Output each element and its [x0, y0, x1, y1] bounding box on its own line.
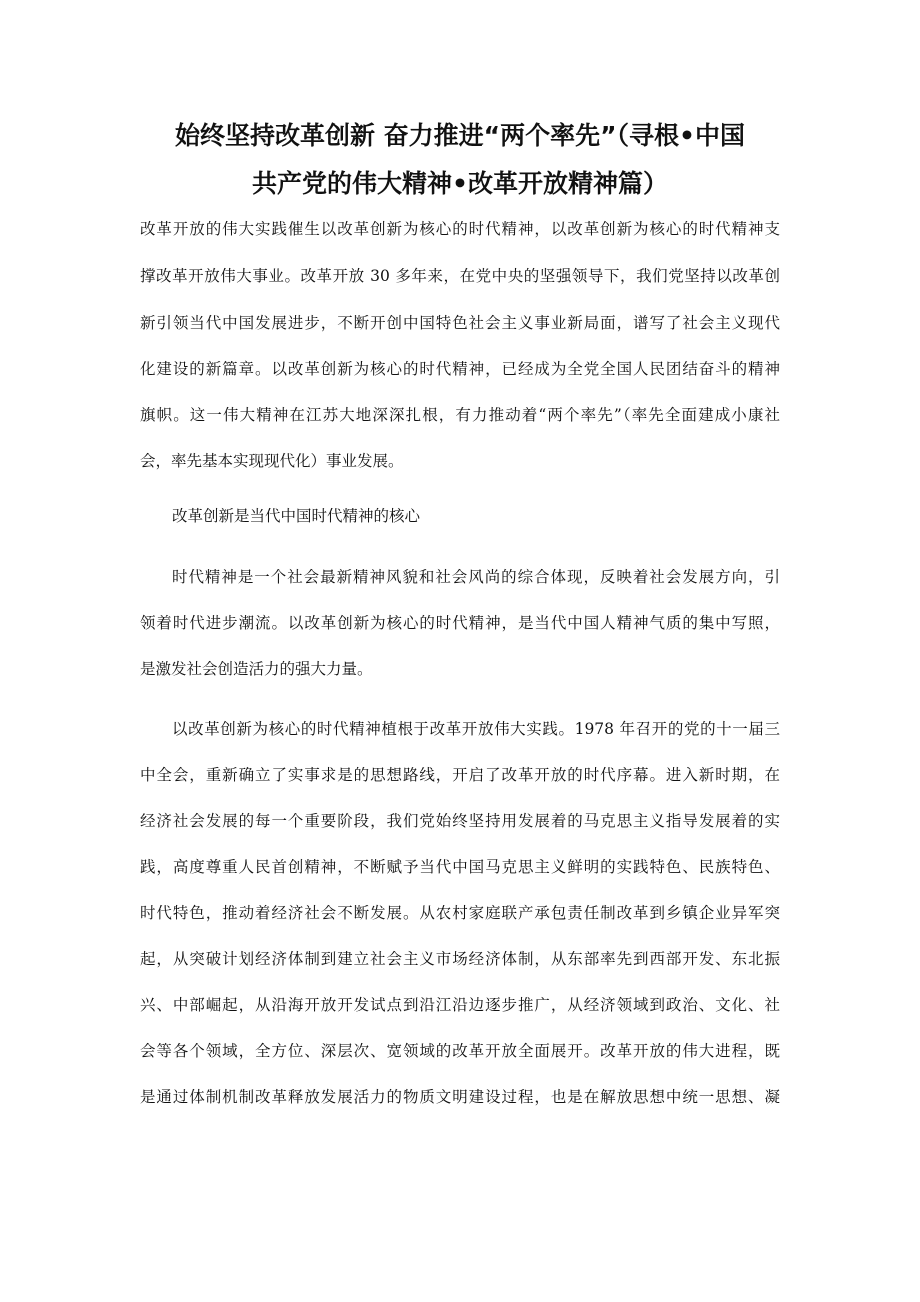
text-line: 起，从突破计划经济体制到建立社会主义市场经济体制，从东部率先到西部开发、东北振 — [140, 950, 780, 968]
text-line: 会等各个领域，全方位、深层次、宽领域的改革开放全面展开。改革开放的伟大进程，既 — [140, 1042, 780, 1060]
text-line: 新引领当代中国发展进步，不断开创中国特色社会主义事业新局面，谱写了社会主义现代 — [140, 314, 780, 332]
text-line: 是通过体制机制改革释放发展活力的物质文明建设过程，也是在解放思想中统一思想、凝 — [140, 1088, 780, 1106]
document-title-line-2: 共产党的伟大精神•改革开放精神篇） — [252, 169, 668, 198]
section-heading-text: 改革创新是当代中国时代精神的核心 — [172, 507, 421, 525]
text-line: 是激发社会创造活力的强大力量。 — [140, 660, 373, 678]
text-line: 时代特色，推动着经济社会不断发展。从农村家庭联产承包责任制改革到乡镇企业异军突 — [140, 904, 780, 922]
text-line: 中全会，重新确立了实事求是的思想路线，开启了改革开放的时代序幕。进入新时期，在 — [140, 766, 780, 784]
text-line: 领着时代进步潮流。以改革创新为核心的时代精神，是当代中国人精神气质的集中写照， — [140, 614, 780, 632]
text-line: 践，高度尊重人民首创精神，不断赋予当代中国马克思主义鲜明的实践特色、民族特色、 — [140, 858, 780, 876]
text-line: 时代精神是一个社会最新精神风貌和社会风尚的综合体现，反映着社会发展方向，引 — [172, 568, 780, 586]
text-line: 改革开放的伟大实践催生以改革创新为核心的时代精神，以改革创新为核心的时代精神支 — [140, 220, 780, 238]
document-title-line-1: 始终坚持改革创新 奋力推进“两个率先”（寻根•中国 — [174, 121, 746, 150]
text-line: 撑改革开放伟大事业。改革开放 30 多年来，在党中央的坚强领导下，我们党坚持以改革创 — [140, 267, 780, 285]
text-line: 化建设的新篇章。以改革创新为核心的时代精神，已经成为全党全国人民团结奋斗的精神 — [140, 360, 780, 378]
text-line: 经济社会发展的每一个重要阶段，我们党始终坚持用发展着的马克思主义指导发展着的实 — [140, 812, 780, 830]
text-line: 旗帜。这一伟大精神在江苏大地深深扎根，有力推动着“两个率先”（率先全面建成小康社 — [140, 406, 780, 424]
text-line: 兴、中部崛起，从沿海开放开发试点到沿江沿边逐步推广，从经济领域到政治、文化、社 — [140, 996, 780, 1014]
text-line: 会，率先基本实现现代化）事业发展。 — [140, 452, 404, 470]
text-line: 以改革创新为核心的时代精神植根于改革开放伟大实践。1978 年召开的党的十一届三 — [172, 720, 780, 738]
